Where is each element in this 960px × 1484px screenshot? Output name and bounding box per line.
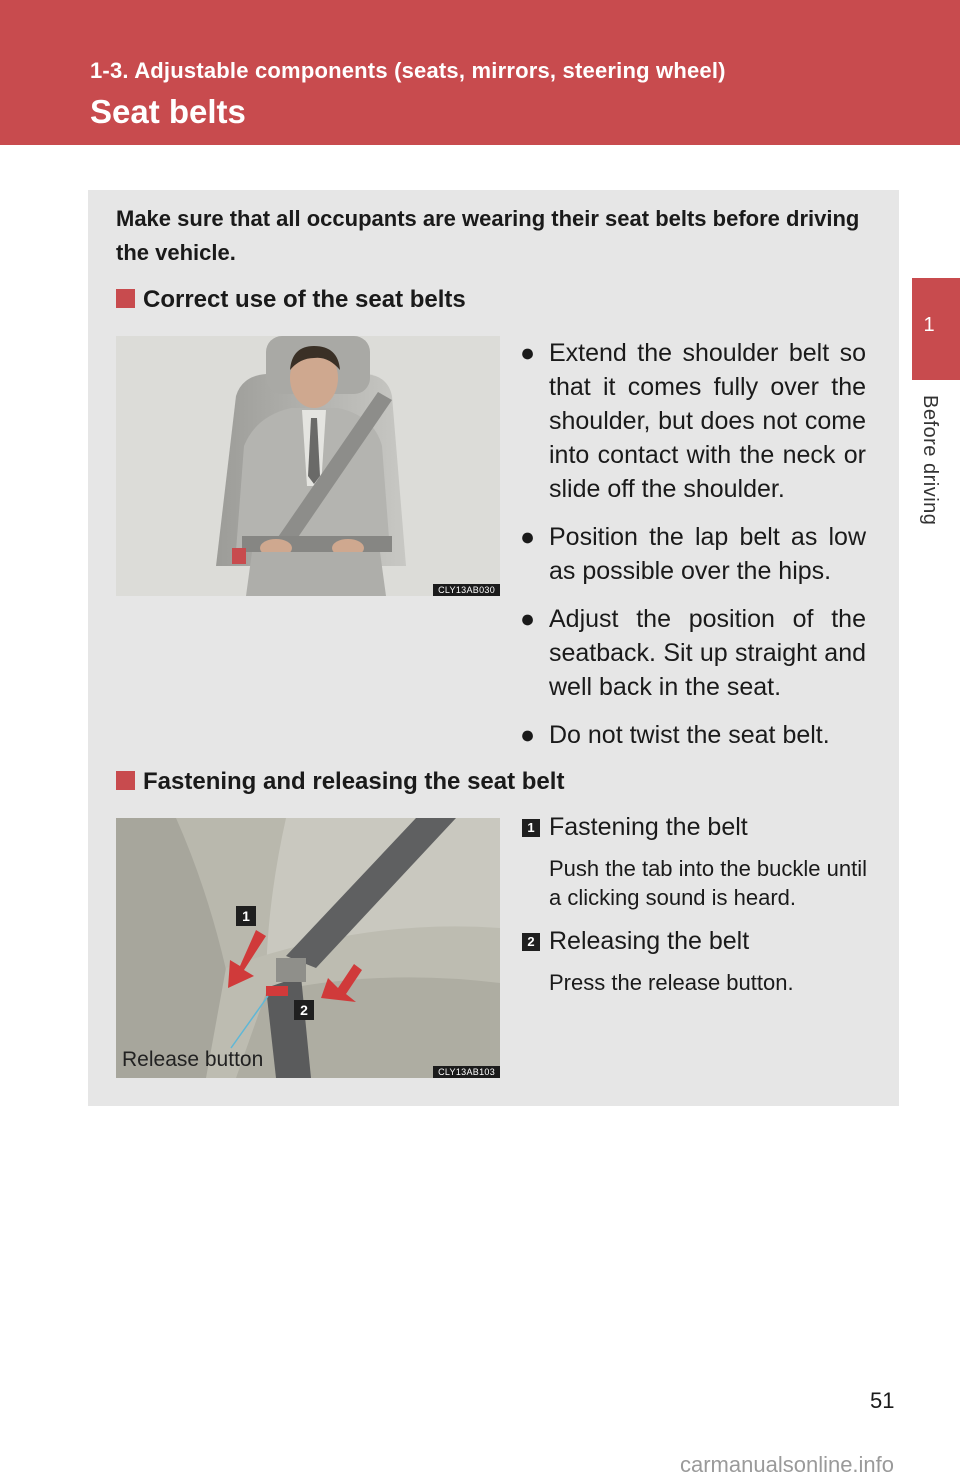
seated-person-illustration	[116, 336, 500, 596]
step-desc-releasing: Press the release button.	[549, 970, 794, 995]
square-bullet-icon	[116, 771, 135, 790]
intro-text: Make sure that all occupants are wearing their seat belts before driving the vehicle.	[116, 206, 860, 265]
bullet-dot-icon: ●	[520, 605, 536, 633]
seat-buckle-illustration	[116, 818, 500, 1078]
step-badge-2: 2	[522, 933, 540, 951]
list-item: ● Position the lap belt as low as possible over the hips.	[520, 520, 866, 588]
image-code-label: CLY13AB103	[433, 1066, 500, 1078]
step-desc-fastening: Push the tab into the buckle until a clicking sound is heard.	[549, 856, 867, 910]
section-heading-text: Fastening and releasing the seat belt	[143, 768, 565, 795]
section-heading-fastening	[116, 768, 564, 796]
list-item: ● Extend the shoulder belt so that it comes fully over the shoulder, but does not come into contact with the neck or slide off the shoulder.	[520, 336, 866, 506]
bullet-dot-icon: ●	[520, 339, 536, 367]
list-item: ● Do not twist the seat belt.	[520, 718, 866, 752]
watermark: carmanualsonline.info	[680, 1452, 895, 1477]
fastening-steps	[520, 810, 870, 1009]
correct-use-bullets	[520, 336, 866, 766]
step-title-releasing: 2 Releasing the belt	[520, 924, 870, 958]
image-code-label: CLY13AB030	[433, 584, 500, 596]
list-item: ● Adjust the position of the seatback. Sit up straight and well back in the seat.	[520, 602, 866, 704]
bullet-dot-icon: ●	[520, 523, 536, 551]
page-title: Seat belts	[90, 93, 246, 130]
seated-person-icon	[116, 336, 500, 596]
page-number: 51	[870, 1388, 895, 1413]
step-badge-1: 1	[522, 819, 540, 837]
bullet-dot-icon: ●	[520, 721, 536, 749]
callout-badge-2: 2	[294, 1000, 314, 1020]
square-bullet-icon	[116, 289, 135, 308]
section-heading-text: Correct use of the seat belts	[143, 286, 466, 313]
release-button-label: Release button	[122, 1048, 264, 1071]
step-title-fastening: 1 Fastening the belt	[520, 810, 870, 844]
callout-badge-1: 1	[236, 906, 256, 926]
chapter-tab[interactable]	[912, 278, 960, 380]
chapter-label: Before driving	[919, 395, 941, 526]
section-heading-correct-use	[116, 286, 466, 314]
seat-buckle-icon	[116, 818, 500, 1078]
chapter-number: 1	[923, 314, 935, 336]
section-title: 1-3. Adjustable components (seats, mirrors, steering wheel)	[90, 58, 726, 83]
page-header	[0, 0, 960, 145]
